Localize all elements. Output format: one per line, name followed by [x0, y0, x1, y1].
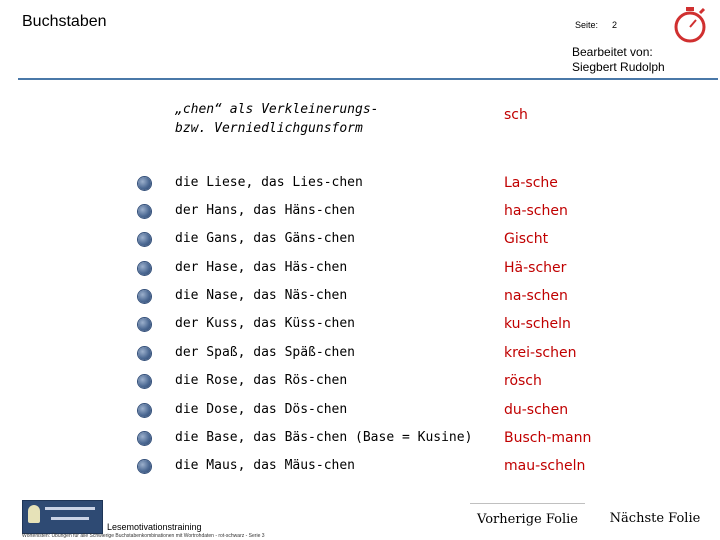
bullet-icon [138, 205, 151, 218]
sch-word: Gischt [504, 231, 549, 247]
list-item [0, 173, 720, 193]
sch-word: rösch [504, 373, 542, 389]
editor-label: Bearbeitet von: [572, 45, 653, 59]
left-header-line1: „chen“ als Verkleinerungs- [175, 102, 379, 117]
page-number: 2 [612, 20, 618, 30]
word-pair: der Spaß, das Späß-chen [175, 345, 356, 360]
word-pair: der Kuss, das Küss-chen [175, 316, 356, 331]
bullet-icon [138, 432, 151, 445]
bullet-icon [138, 262, 151, 275]
logo-line [45, 507, 95, 510]
left-column-header [175, 100, 379, 138]
footer-title: Lesemotivationstraining [107, 522, 202, 532]
left-header-line2: bzw. Verniedlichgunsform [175, 121, 363, 136]
word-pair: die Gans, das Gäns-chen [175, 231, 356, 246]
sch-word: Hä-scher [504, 260, 567, 276]
word-pair: die Liese, das Lies-chen [175, 175, 363, 190]
list-item [0, 314, 720, 334]
sch-word: ku-scheln [504, 316, 571, 332]
page-label: Seite: [575, 20, 599, 30]
bullet-icon [138, 177, 151, 190]
list-item [0, 400, 720, 420]
next-slide-button[interactable]: Nächste Folie [609, 510, 701, 526]
sch-word: ha-schen [504, 203, 568, 219]
list-item [0, 286, 720, 306]
sch-word: krei-schen [504, 345, 577, 361]
sch-word: La-sche [504, 175, 558, 191]
word-pair: die Dose, das Dös-chen [175, 402, 348, 417]
editor-info [572, 45, 665, 75]
page-title: Buchstaben [22, 13, 107, 30]
word-pair: der Hase, das Häs-chen [175, 260, 348, 275]
bullet-icon [138, 233, 151, 246]
sch-word: du-schen [504, 402, 569, 418]
sch-word: Busch-mann [504, 430, 592, 446]
stopwatch-icon [673, 6, 707, 44]
list-item [0, 229, 720, 249]
sch-word: na-schen [504, 288, 568, 304]
right-column-header: sch [504, 107, 528, 123]
list-item [0, 371, 720, 391]
logo-figure [28, 505, 40, 523]
bullet-icon [138, 460, 151, 473]
bullet-icon [138, 347, 151, 360]
word-pair: die Maus, das Mäus-chen [175, 458, 356, 473]
word-pair: die Nase, das Näs-chen [175, 288, 348, 303]
header-divider [18, 78, 718, 80]
list-item [0, 201, 720, 221]
bullet-icon [138, 290, 151, 303]
word-pair: der Hans, das Häns-chen [175, 203, 356, 218]
previous-slide-button[interactable]: Vorherige Folie [470, 503, 585, 534]
footer-note: Wörterlisten: Übungen für alle Schwierige Buchstabenkombinationen mit Wortrohdaten - rot-schwarz - Serie 3 [22, 533, 265, 539]
list-item [0, 456, 720, 476]
word-pair: die Rose, das Rös-chen [175, 373, 348, 388]
logo-line [51, 517, 89, 520]
sch-word: mau-scheln [504, 458, 586, 474]
bullet-icon [138, 404, 151, 417]
logo [22, 500, 103, 534]
list-item [0, 258, 720, 278]
bullet-icon [138, 375, 151, 388]
word-pair: die Base, das Bäs-chen (Base = Kusine) [175, 430, 473, 445]
list-item [0, 343, 720, 363]
editor-name: Siegbert Rudolph [572, 60, 665, 74]
bullet-icon [138, 318, 151, 331]
list-item [0, 428, 720, 448]
